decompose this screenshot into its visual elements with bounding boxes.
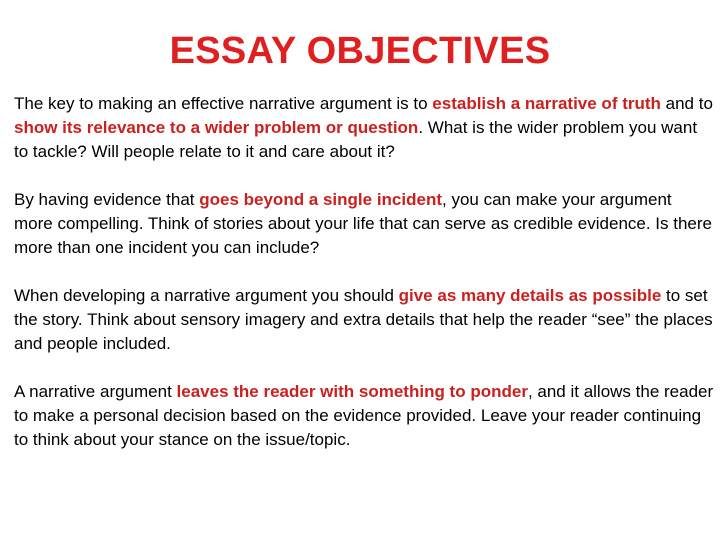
paragraph-text: and to [660,94,713,113]
highlighted-phrase: goes beyond a single incident [199,190,442,209]
paragraph-text: , and it allows the reader to make a personal decision based on the evidence provided. Leave your reader continuing to think about your stance on the issue/topic. [14,382,714,449]
slide-body [14,92,714,476]
highlighted-phrase: establish a narrative of truth [432,94,661,113]
highlighted-phrase: give as many details as possible [398,286,662,305]
highlighted-phrase: leaves the reader with something to ponder [176,382,528,401]
slide-title: ESSAY OBJECTIVES [169,30,551,72]
paragraph-4 [14,380,714,452]
paragraph-text: , you can make your argument more compelling. Think of stories about your life that can serve as credible evidence. Is there more than one incident you can include? [14,190,712,257]
paragraph-2 [14,188,714,260]
paragraph-1 [14,92,714,164]
paragraph-text: The key to making an effective narrative argument is to [14,94,433,113]
paragraph-text: to set the story. Think about sensory imagery and extra details that help the reader “see” the places and people included. [14,286,713,353]
paragraph-text: When developing a narrative argument you should [14,286,399,305]
paragraph-3 [14,284,714,356]
highlighted-phrase: show its relevance to a wider problem or question [14,118,419,137]
paragraph-text: . What is the wider problem you want to tackle? Will people relate to it and care about it? [14,118,698,161]
paragraph-text: By having evidence that [14,190,200,209]
paragraph-text: A narrative argument [14,382,177,401]
